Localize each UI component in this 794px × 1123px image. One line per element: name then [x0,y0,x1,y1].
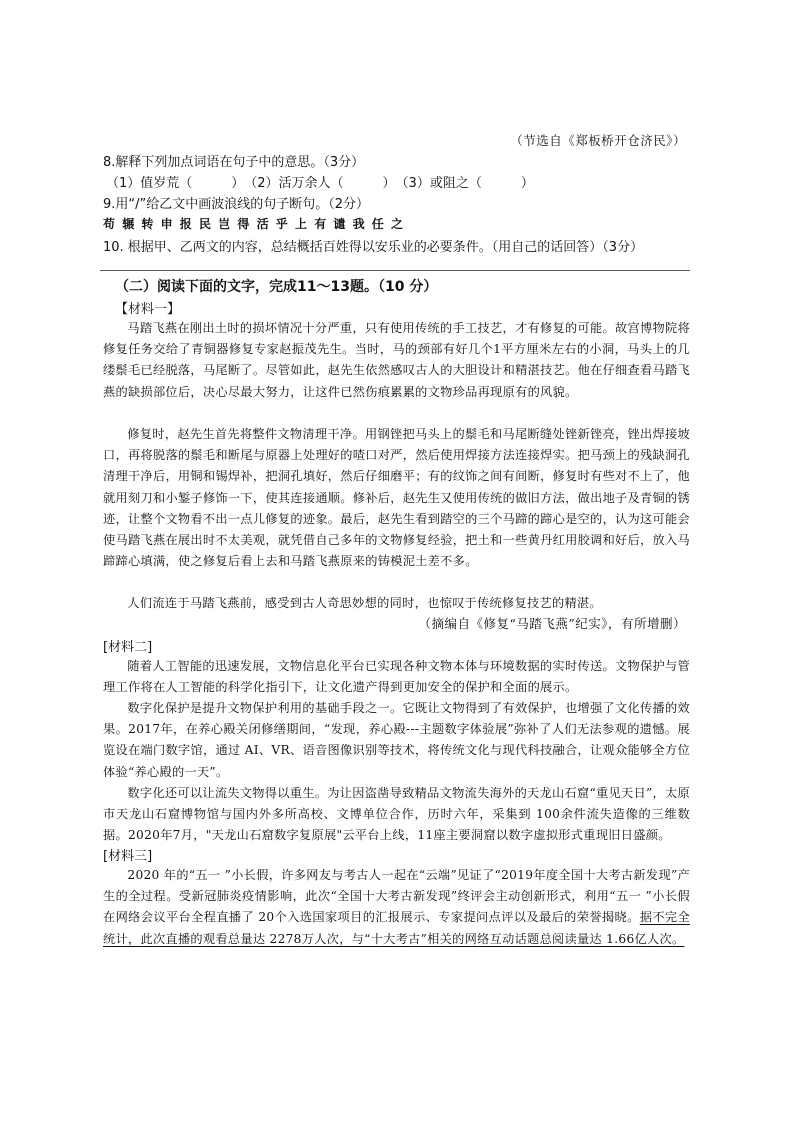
material-2-paragraph-2: 数字化保护是提升文物保护利用的基础手段之一。它既让文物得到了有效保护，也增强了文化传播的效果。2017年，在养心殿关闭修缮期间，“发现，养心殿---主题数字体验展”弥补了人们无法参观的遗憾。展览设在端门数字馆，通过 AI、VR、语音图像识别等技术，将传统文化与现代科技融合，让观众能够全方位体验“养心殿的一天”。 [103,701,690,779]
material-3-text: 2020 年的“五一 ”小长假，许多网友与考古人一起在“云端”见证了“2019年度全国十大考古新发现”产生的全过程。受新冠肺炎疫情影响，此次“全国十大考古新发现”终评会主动创新形式，利用“五一 ”小长假在网络会议平台全程直播了 20个入选国家项目的汇报展示、专家提问点评以及最后的荣誉揭晓。 [103,868,690,925]
section-2-title: （二）阅读下面的文字，完成11～13题。（10 分） [115,279,438,295]
question-9-sentence: 苟辗转申报民岂得活乎上有谴我任之 [103,217,411,231]
material-2-paragraph-3: 数字化还可以让流失文物得以重生。为让因盗凿导致精品文物流失海外的天龙山石窟“重见天日”，太原市天龙山石窟博物馆与国内外多所高校、文博单位合作，历时六年，采集到 100余件流失造像的三维数据。2020年7月，"天龙山石窟数字复原展"云平台上线，11座主要洞窟以数字虚拟形式重现旧日盛颜。 [103,786,690,843]
material-1-paragraph-1: 马踏飞燕在刚出土时的损坏情况十分严重，只有使用传统的手工技艺，才有修复的可能。故宫博物院将修复任务交给了青铜器修复专家赵振茂先生。当时，马的颈部有好几个1平方厘米左右的小洞，马头上的几缕鬃毛已经脱落，马尾断了。尽管如此，赵先生依然感叹古人的大胆设计和精湛技艺。他在仔细查看马踏飞燕的缺损部位后，决心尽最大努力，让这件已然伤痕累累的文物珍品再现原有的风貌。 [103,321,690,399]
question-9: 9.用“/”给乙文中画波浪线的句子断句。（2分） [103,197,370,212]
question-8-items: （1）值岁荒（ ） （2）活万余人（ ） （3）或阻之（ ） [106,176,534,191]
material-1-paragraph-2: 修复时，赵先生首先将整件文物清理干净。用钢锉把马头上的鬃毛和马尾断缝处锉新锉亮，锉出焊接坡口，再将脱落的鬃毛和断尾与原器上处理好的喳口对严，然后使用焊接方法连接焊实。把马颈上的残缺洞孔清理干净后，用铜和锡焊补，把洞孔填好，然后仔细磨平；有的纹饰之间有间断，修复时有些对不上了，他就用刻刀和小錾子修饰一下，使其连接通顺。修补后，赵先生又使用传统的做旧方法，做出地子及青铜的锈迹，让整个文物看不出一点儿修复的迹象。最后，赵先生看到踏空的三个马蹄的蹄心是空的，认为这可能会使马踏飞燕在展出时不太美观，就凭借自己多年的文物修复经验，把土和一些黄丹红用胶调和好后，放入马蹄蹄心填满，使之修复后看上去和马踏飞燕原来的铸模泥土差不多。 [103,427,690,569]
section-divider [100,270,690,271]
question-10: 10. 根据甲、乙两文的内容，总结概括百姓得以安乐业的必要条件。（用自己的话回答）（3分） [103,240,644,255]
question-8: 8.解释下列加点词语在句子中的意思。（3分） [103,155,365,170]
material-1-paragraph-3: 人们流连于马踏飞燕前，感受到古人奇思妙想的同时，也惊叹于传统修复技艺的精湛。 [127,596,602,610]
material-2-paragraph-1: 随着人工智能的迅速发展，文物信息化平台已实现各种文物本体与环境数据的实时传送。文物保护与管理工作将在人工智能的科学化指引下，让文化遗产得到更加安全的保护和全面的展示。 [103,659,690,695]
passage-source: （节选自《郑板桥开仓济民》） [510,133,686,148]
material-3-paragraph-1 [103,865,690,950]
material-3-label: [材料三] [103,849,153,864]
material-1-label: 【材料一】 [115,302,181,317]
material-3-underlined-text: 据不完全统计，此次直播的观看总量达 2278万人次，与“十大考古”相关的网络互动话题总阅读量达 1.66亿人次。 [103,910,690,946]
material-2-label: [材料二] [103,640,153,655]
material-1-source: （摘编自《修复“马踏飞燕”纪实》，有所增删） [418,616,686,631]
